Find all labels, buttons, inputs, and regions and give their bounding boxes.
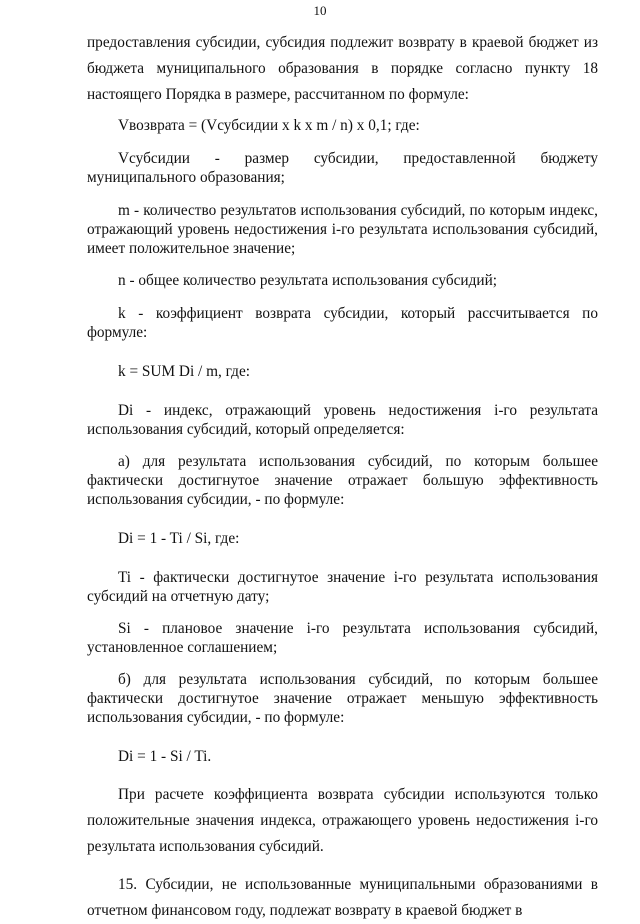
paragraph-n: n - общее количество результата использования субсидий; — [118, 272, 498, 289]
document-body — [87, 30, 598, 924]
paragraph-case-b: б) для результата использования субсидий, по которым большее фактически достигнутое значение отражает меньшую эффективность использования субсидии, - по формуле: — [87, 671, 598, 726]
formula-k: k = SUM Di / m, где: — [118, 363, 250, 380]
paragraph-m: m - количество результатов использования субсидий, по которым индекс, отражающий уровень недостижения i-го результата использования субсидий, имеет положительное значение; — [87, 202, 598, 257]
paragraph-positive-values: При расчете коэффициента возврата субсидии используются только положительные значения индекса, отражающего уровень недостижения i-го результата использования субсидий. — [87, 786, 598, 855]
paragraph-intro: предоставления субсидии, субсидия подлежит возврату в краевой бюджет из бюджета муниципального образования в порядке согласно пункту 18 настоящего Порядка в размере, рассчитанном по формуле: — [87, 34, 598, 103]
paragraph-di: Di - индекс, отражающий уровень недостижения i-го результата использования субсидий, который определяется: — [87, 402, 598, 438]
formula-v-return: Vвозврата = (Vсубсидии x k x m / n) x 0,1; где: — [118, 117, 420, 134]
paragraph-ti: Ti - фактически достигнутое значение i-го результата использования субсидий на отчетную дату; — [87, 569, 598, 605]
paragraph-15: 15. Субсидии, не использованные муниципальными образованиями в отчетном финансовом году, подлежат возврату в краевой бюджет в — [87, 876, 598, 919]
paragraph-si: Si - плановое значение i-го результата использования субсидий, установленное соглашением; — [87, 620, 598, 656]
paragraph-k: k - коэффициент возврата субсидии, который рассчитывается по формуле: — [87, 305, 598, 341]
formula-di-b: Di = 1 - Si / Ti. — [118, 748, 212, 765]
page-number: 10 — [313, 3, 327, 18]
formula-di-a: Di = 1 - Ti / Si, где: — [118, 530, 240, 547]
paragraph-case-a: а) для результата использования субсидий, по которым большее фактически достигнутое значение отражает большую эффективность использования субсидии, - по формуле: — [87, 453, 598, 508]
paragraph-v-subsidy: Vсубсидии - размер субсидии, предоставленной бюджету муниципального образования; — [87, 150, 598, 186]
